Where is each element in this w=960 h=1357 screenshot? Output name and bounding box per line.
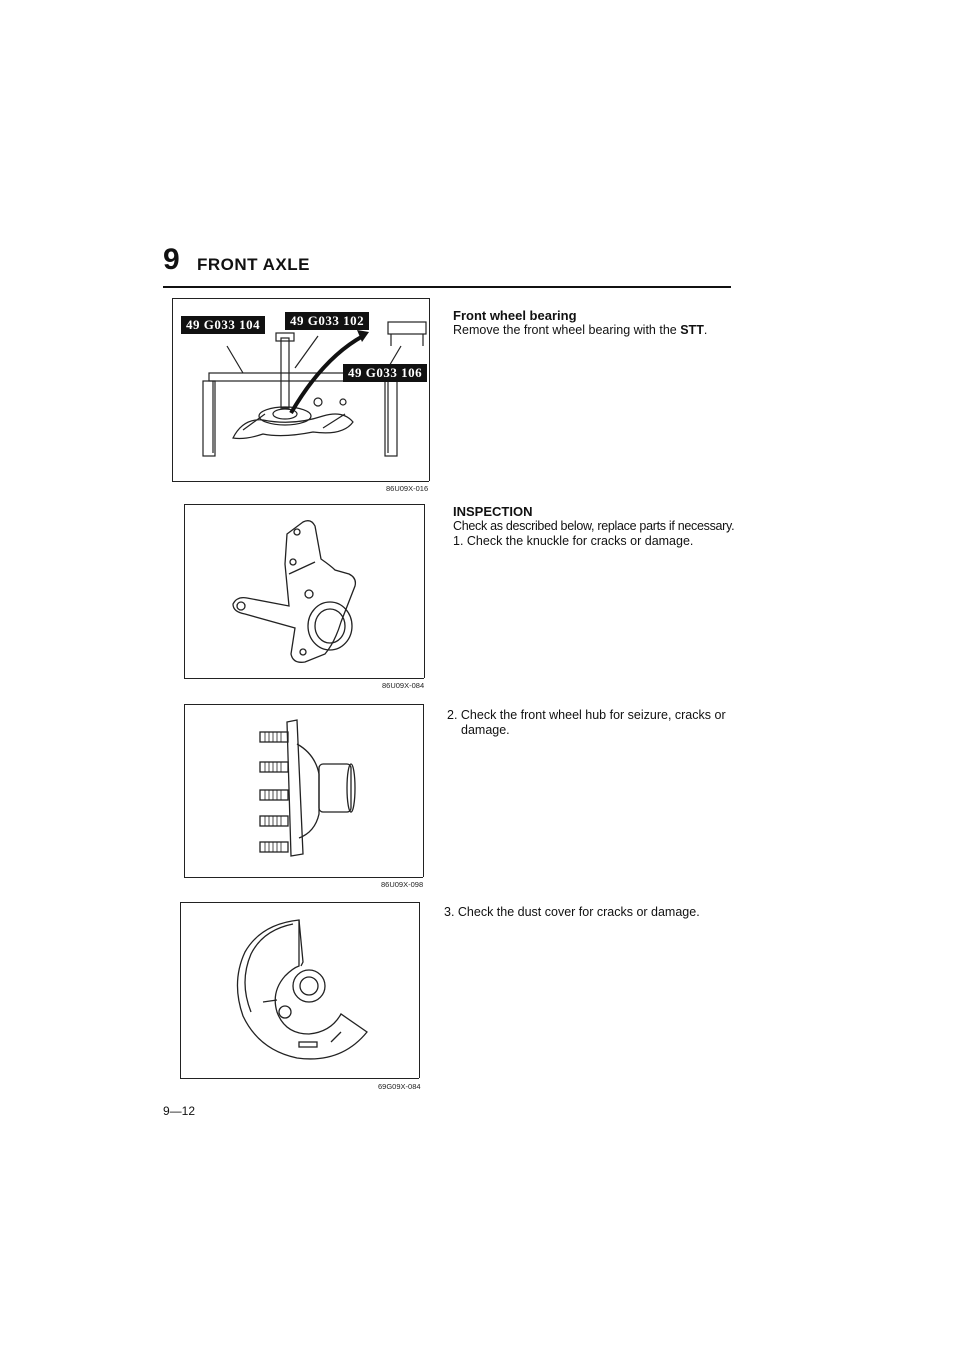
- section-heading-bearing: Front wheel bearing: [453, 308, 577, 323]
- page-number: 9—12: [163, 1104, 196, 1118]
- figure-code: 86U09X-016: [386, 484, 429, 493]
- stt-emphasis: STT: [680, 323, 704, 337]
- tool-label-106: 49 G033 106: [343, 364, 427, 382]
- bearing-text: Remove the front wheel bearing with the: [453, 323, 681, 337]
- figure-code: 86U09X-098: [381, 880, 424, 889]
- inspection-step-2: [447, 708, 726, 738]
- dust-cover-illustration: [181, 902, 421, 1080]
- section-inspection: [453, 504, 734, 549]
- section-bearing: [453, 308, 707, 338]
- bearing-text-end: .: [703, 323, 708, 337]
- figure-code: 69G09X-084: [378, 1082, 421, 1091]
- tool-label-102: 49 G033 102: [285, 312, 369, 330]
- chapter-title: FRONT AXLE: [197, 255, 310, 274]
- figure-knuckle: [184, 504, 424, 679]
- wheel-hub-illustration: [185, 704, 425, 879]
- figure-wheel-hub: [184, 704, 423, 878]
- inspection-step-3: [444, 905, 700, 920]
- figure-dust-cover: [180, 902, 419, 1079]
- figure-code: 86U09X-084: [382, 681, 425, 690]
- bearing-instruction: [453, 323, 707, 338]
- chapter-number: 9: [163, 243, 180, 276]
- inspection-step-1: 1. Check the knuckle for cracks or damage.: [453, 534, 694, 548]
- step-3-line: 3. Check the dust cover for cracks or damage.: [444, 905, 700, 919]
- section-heading-inspection: INSPECTION: [453, 504, 533, 519]
- tool-label-104: 49 G033 104: [181, 316, 265, 334]
- step-2-line-1: 2. Check the front wheel hub for seizure, cracks or: [447, 708, 726, 722]
- header-rule: [163, 286, 731, 288]
- step-2-line-2: damage.: [461, 723, 510, 737]
- inspection-intro: Check as described below, replace parts if necessary.: [453, 519, 735, 533]
- knuckle-illustration: [185, 504, 426, 680]
- figure-bearing-removal: [172, 298, 429, 482]
